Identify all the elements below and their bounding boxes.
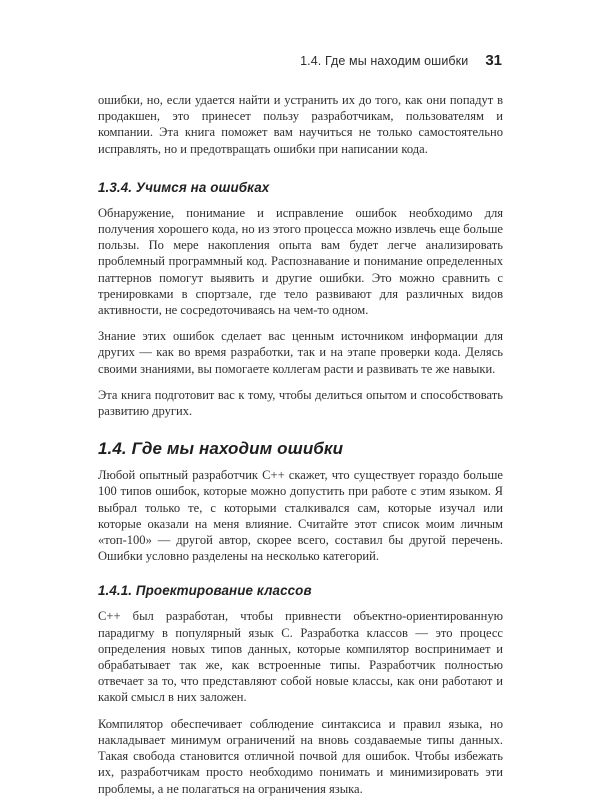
heading-1-4: 1.4. Где мы находим ошибки xyxy=(98,439,344,459)
paragraph-1-3-4-b: Знание этих ошибок сделает вас ценным источником информации для других — как во время разработки, так и на этапе проверки кода. Делясь своими знаниями, вы помогаете коллегам расти и развивать те же навыки. xyxy=(98,329,503,376)
paragraph-1-4-1-a: C++ был разработан, чтобы привнести объектно-ориентированную парадигму в популярный язык C. Разработка классов — это процесс определения новых типов данных, которые компилятор воспринимает и обрабатывает так же, как встроенные типы. Разработчик полностью отвечает за то, что представляют собой новые классы, как они работают и какой смысл в них заложен. xyxy=(98,609,503,705)
paragraph-1-4-1-b: Компилятор обеспечивает соблюдение синтаксиса и правил языка, но накладывает минимум ограничений на вновь создаваемые типы данных. Такая свобода становится отличной почвой для ошибок. Чтобы избежать их, разработчикам просто необходимо понимать и минимизировать эти проблемы, а не полагаться на ограничения языка. xyxy=(98,716,503,796)
paragraph-1-3-4-c: Эта книга подготовит вас к тому, чтобы делиться опытом и способствовать развитию других. xyxy=(98,387,503,419)
running-title: 1.4. Где мы находим ошибки xyxy=(300,54,469,68)
paragraph-1-3-4-a: Обнаружение, понимание и исправление ошибок необходимо для получения хорошего кода, но из этого процесса можно извлечь еще больше пользы. По мере накопления опыта вам будет легче анализировать проблемный программный код. Распознавание и понимание определенных паттернов помогут выявить и другие ошибки. Это можно сравнить с тренировками в спортзале, где тело развивают для различных видов активности, не сосредоточиваясь на чем-то одном. xyxy=(98,205,503,318)
page-number: 31 xyxy=(485,52,502,69)
heading-1-3-4: 1.3.4. Учимся на ошибках xyxy=(98,179,270,195)
paragraph-1-4-a: Любой опытный разработчик C++ скажет, что существует гораздо больше 100 типов ошибок, которые можно допустить при работе с этим языком. Я выбрал только те, с которыми сталкивался сам, которые изучал или которые оказали на меня влияние. Считайте этот список моим личным «топ-100» — другой автор, скорее всего, составил бы другой перечень. Ошибки условно разделены на несколько категорий. xyxy=(98,468,503,564)
intro-paragraph: ошибки, но, если удается найти и устранить их до того, как они попадут в продакшен, это принесет пользу разработчикам, пользователям и компании. Эта книга поможет вам научиться не только самостоятельно исправлять, но и предотвращать ошибки при написании кода. xyxy=(98,93,503,156)
running-head xyxy=(300,52,502,69)
heading-1-4-1: 1.4.1. Проектирование классов xyxy=(98,583,312,599)
page-content xyxy=(98,92,503,797)
